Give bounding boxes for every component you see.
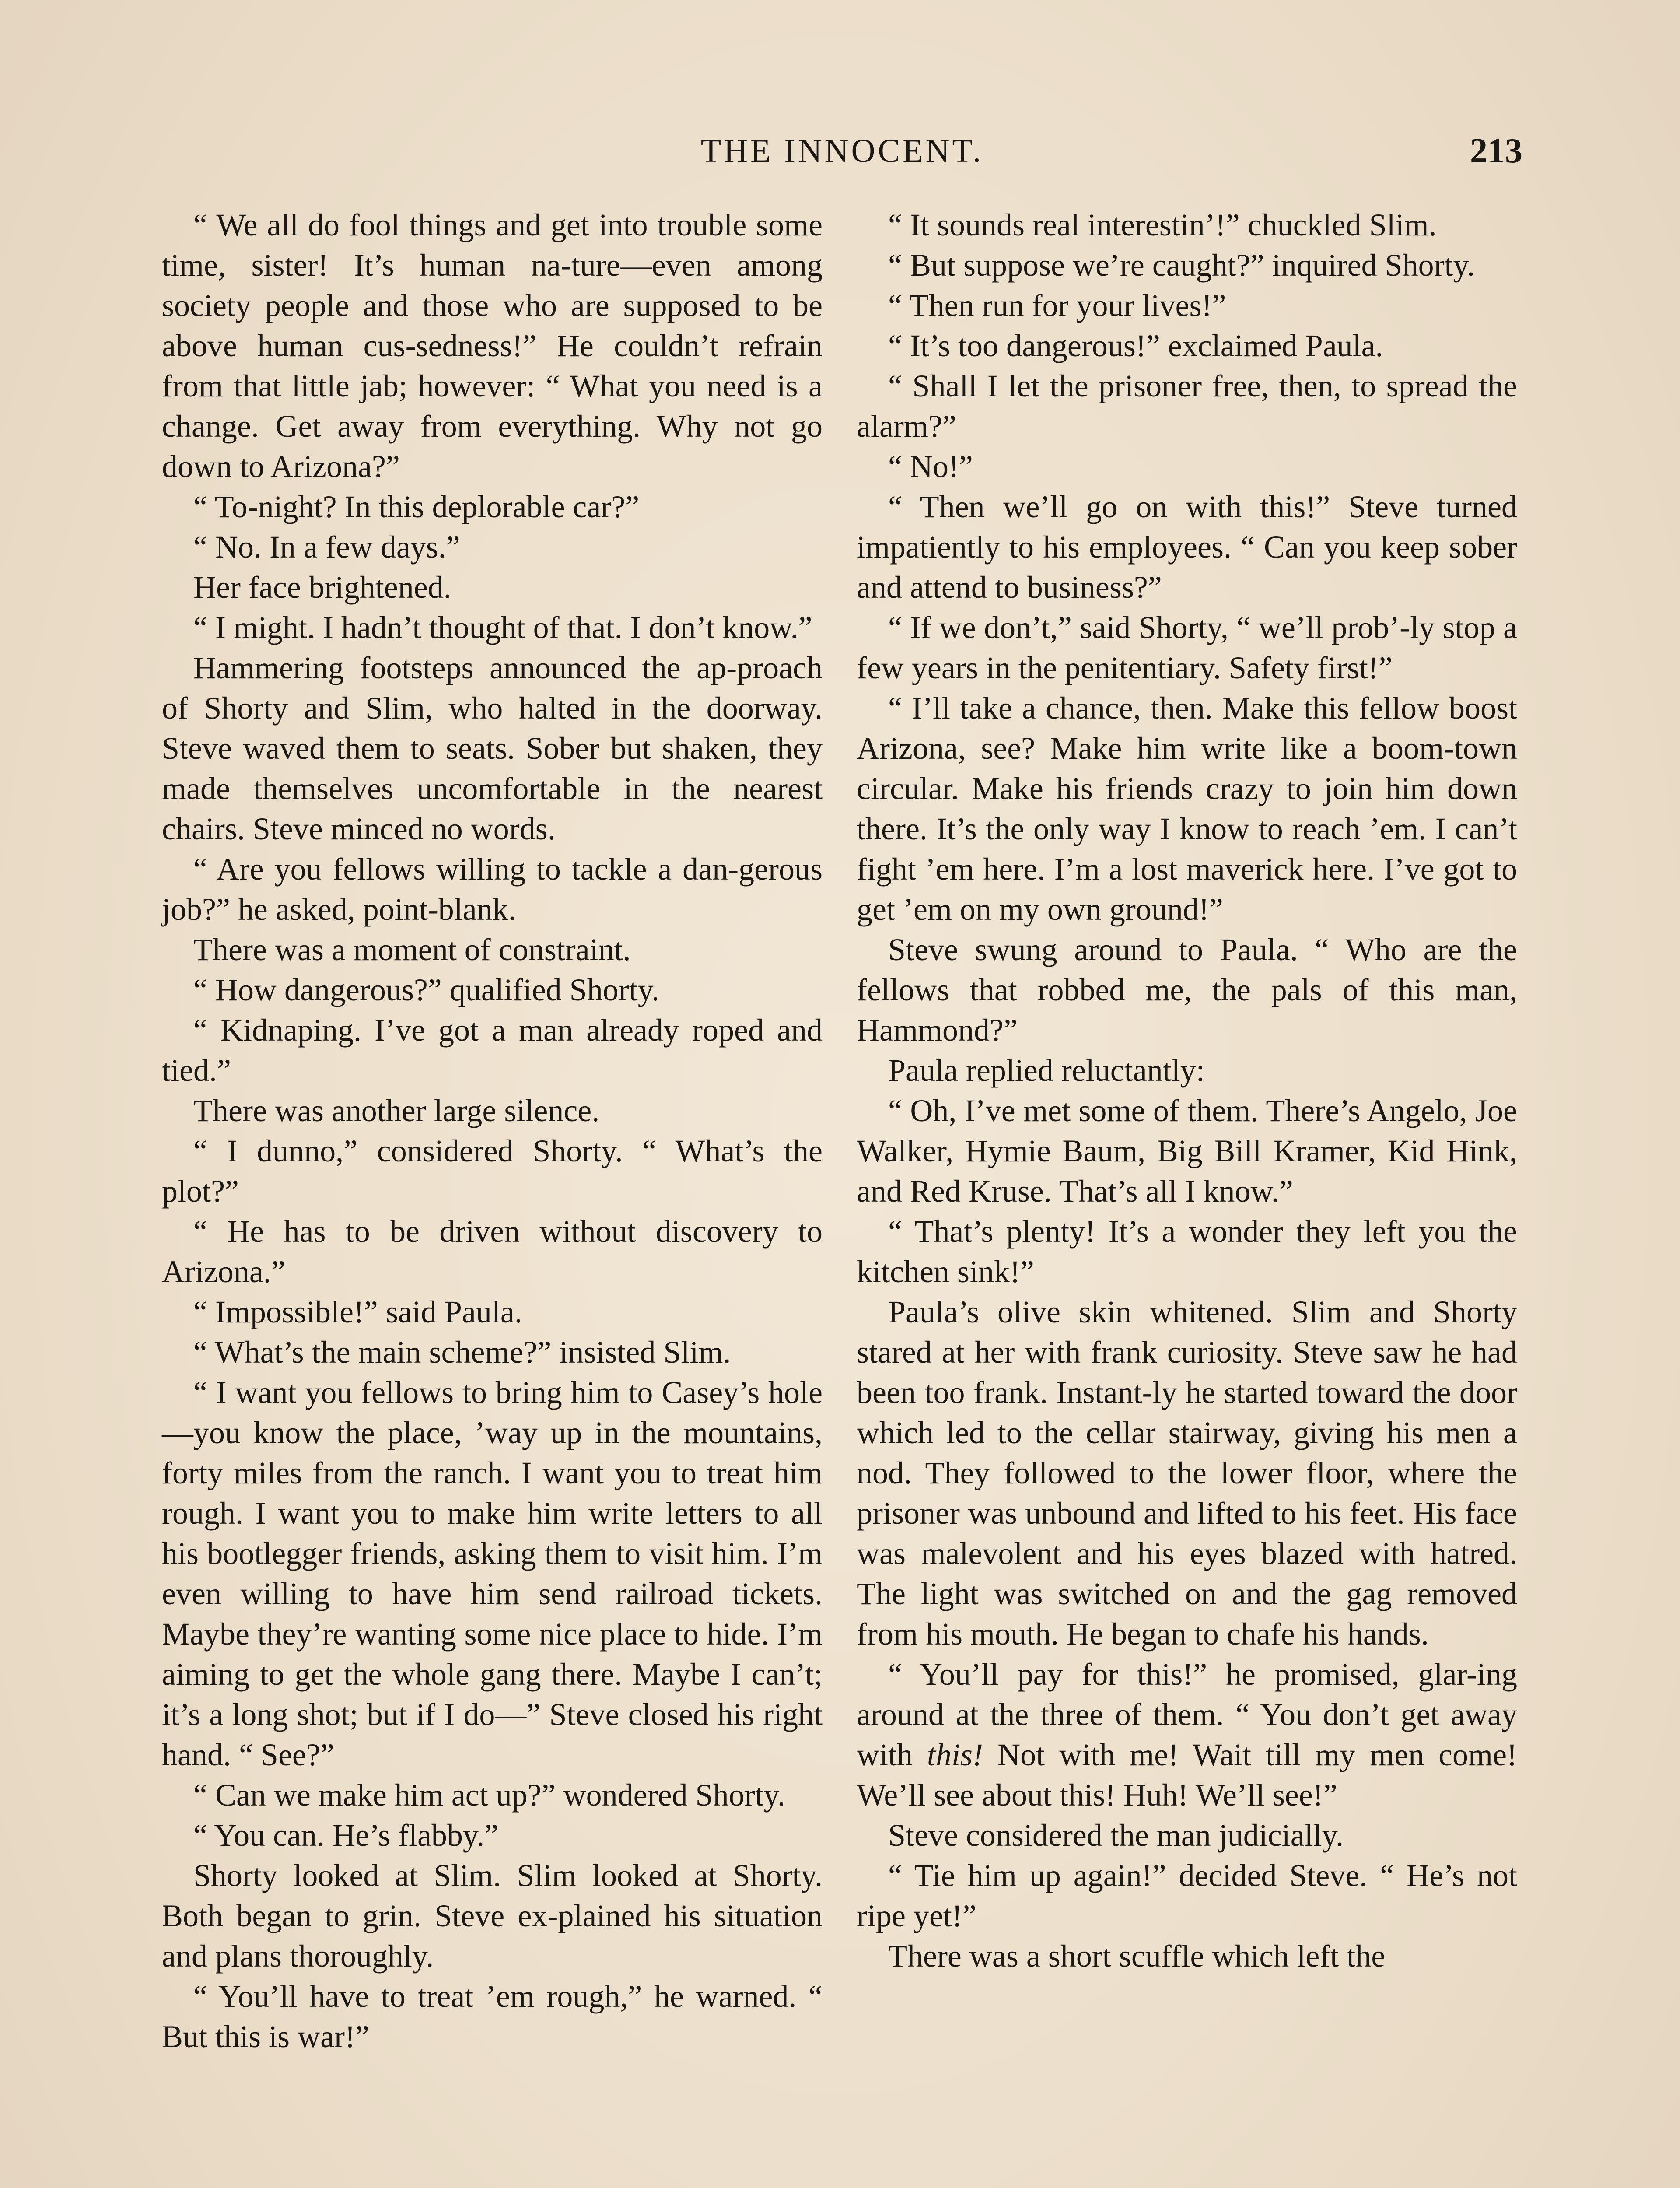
paragraph: “ I want you fellows to bring him to Casey’s hole—you know the place, ’way up in the mountains, forty miles from the ranch. I want you to treat him rough. I want you to make him write letters to all his bootlegger friends, asking them to visit him. I’m even willing to have him send railroad tickets. Maybe they’re wanting some nice place to hide. I’m aiming to get the whole gang there. Maybe I can’t; it’s a long shot; but if I do—” Steve closed his right hand. “ See?” <box>162 1375 822 1772</box>
paragraph: Paula’s olive skin whitened. Slim and Shorty stared at her with frank curiosity. Steve saw he had been too frank. Instant-ly he started toward the door which led to the cellar stairway, giving his men a nod. They followed to the lower floor, where the prisoner was unbound and lifted to his feet. His face was malevolent and his eyes blazed with hatred. The light was switched on and the gag removed from his mouth. He began to chafe his hands. <box>857 1294 1517 1652</box>
paragraph: “ What’s the main scheme?” insisted Slim. <box>193 1335 731 1370</box>
paragraph: “ No!” <box>888 449 973 484</box>
paragraph-with-emphasis <box>857 1654 1517 1815</box>
paragraph: “ Are you fellows willing to tackle a dan-gerous job?” he asked, point-blank. <box>162 852 822 927</box>
running-head <box>162 127 1522 175</box>
paragraph: There was a short scuffle which left the <box>888 1939 1386 1974</box>
paragraph: “ We all do fool things and get into trouble some time, sister! It’s human na-ture—even among society people and those who are supposed to be above human cus-sedness!” He couldn’t refrain from that little jab; however: “ What you need is a change. Get away from everything. Why not go down to Arizona?” <box>162 207 822 484</box>
paragraph: “ That’s plenty! It’s a wonder they left you the kitchen sink!” <box>857 1214 1517 1289</box>
paragraph: “ Tie him up again!” decided Steve. “ He’s not ripe yet!” <box>857 1858 1517 1933</box>
paragraph: “ Kidnaping. I’ve got a man already roped and tied.” <box>162 1013 822 1088</box>
paragraph: “ If we don’t,” said Shorty, “ we’ll prob’-ly stop a few years in the penitentiary. Safety first!” <box>857 610 1517 685</box>
paragraph: Paula replied reluctantly: <box>888 1053 1205 1088</box>
paragraph: There was a moment of constraint. <box>193 932 631 967</box>
paragraph: “ I dunno,” considered Shorty. “ What’s the plot?” <box>162 1133 822 1209</box>
paragraph: “ It sounds real interestin’!” chuckled Slim. <box>888 207 1437 242</box>
paragraph: “ I might. I hadn’t thought of that. I don’t know.” <box>193 610 812 645</box>
paragraph: “ He has to be driven without discovery to Arizona.” <box>162 1214 822 1289</box>
emphasis-text: this! <box>927 1737 984 1772</box>
paragraph: “ You’ll have to treat ’em rough,” he warned. “ But this is war!” <box>162 1979 822 2054</box>
paragraph: “ Shall I let the prisoner free, then, to spread the alarm?” <box>857 368 1517 444</box>
paragraph: “ Then run for your lives!” <box>888 288 1226 323</box>
text-run: Not with me! Wait till my men come! We’ll see about this! Huh! We’ll see!” <box>857 1737 1517 1813</box>
page-number: 213 <box>1470 132 1522 170</box>
paragraph: Her face brightened. <box>193 570 452 605</box>
paragraph: “ You can. He’s flabby.” <box>193 1818 499 1853</box>
paragraph: “ Can we make him act up?” wondered Shorty. <box>193 1778 785 1813</box>
paragraph: “ No. In a few days.” <box>193 529 460 565</box>
paragraph: Hammering footsteps announced the ap-proach of Shorty and Slim, who halted in the doorway. Steve waved them to seats. Sober but shaken, they made themselves uncomfortable in the nearest chairs. Steve minced no words. <box>162 650 822 846</box>
right-column <box>857 205 1517 1976</box>
left-column <box>162 205 822 2057</box>
paragraph: “ To-night? In this deplorable car?” <box>193 489 640 524</box>
paragraph: “ Oh, I’ve met some of them. There’s Angelo, Joe Walker, Hymie Baum, Big Bill Kramer, Kid Hink, and Red Kruse. That’s all I know.” <box>857 1093 1517 1209</box>
running-head-title: THE INNOCENT. <box>700 133 984 169</box>
paragraph: “ Impossible!” said Paula. <box>193 1294 522 1329</box>
text-run: “ You’ll pay for this!” he promised, glar-ing around at the three of them. “ You don’t get away with <box>857 1657 1517 1772</box>
paragraph: “ I’ll take a chance, then. Make this fellow boost Arizona, see? Make him write like a boom-town circular. Make his friends crazy to join him down there. It’s the only way I know to reach ’em. I can’t fight ’em here. I’m a lost maverick here. I’ve got to get ’em on my own ground!” <box>857 691 1517 927</box>
paragraph: “ How dangerous?” qualified Shorty. <box>193 972 660 1007</box>
paragraph: “ Then we’ll go on with this!” Steve turned impatiently to his employees. “ Can you keep sober and attend to business?” <box>857 489 1517 605</box>
paragraph: Steve swung around to Paula. “ Who are the fellows that robbed me, the pals of this man, Hammond?” <box>857 932 1517 1048</box>
paragraph: There was another large silence. <box>193 1093 600 1128</box>
paragraph: “ But suppose we’re caught?” inquired Shorty. <box>888 248 1475 283</box>
paragraph: “ It’s too dangerous!” exclaimed Paula. <box>888 328 1383 363</box>
paragraph: Shorty looked at Slim. Slim looked at Shorty. Both began to grin. Steve ex-plained his situation and plans thoroughly. <box>162 1858 822 1974</box>
paragraph: Steve considered the man judicially. <box>888 1818 1344 1853</box>
